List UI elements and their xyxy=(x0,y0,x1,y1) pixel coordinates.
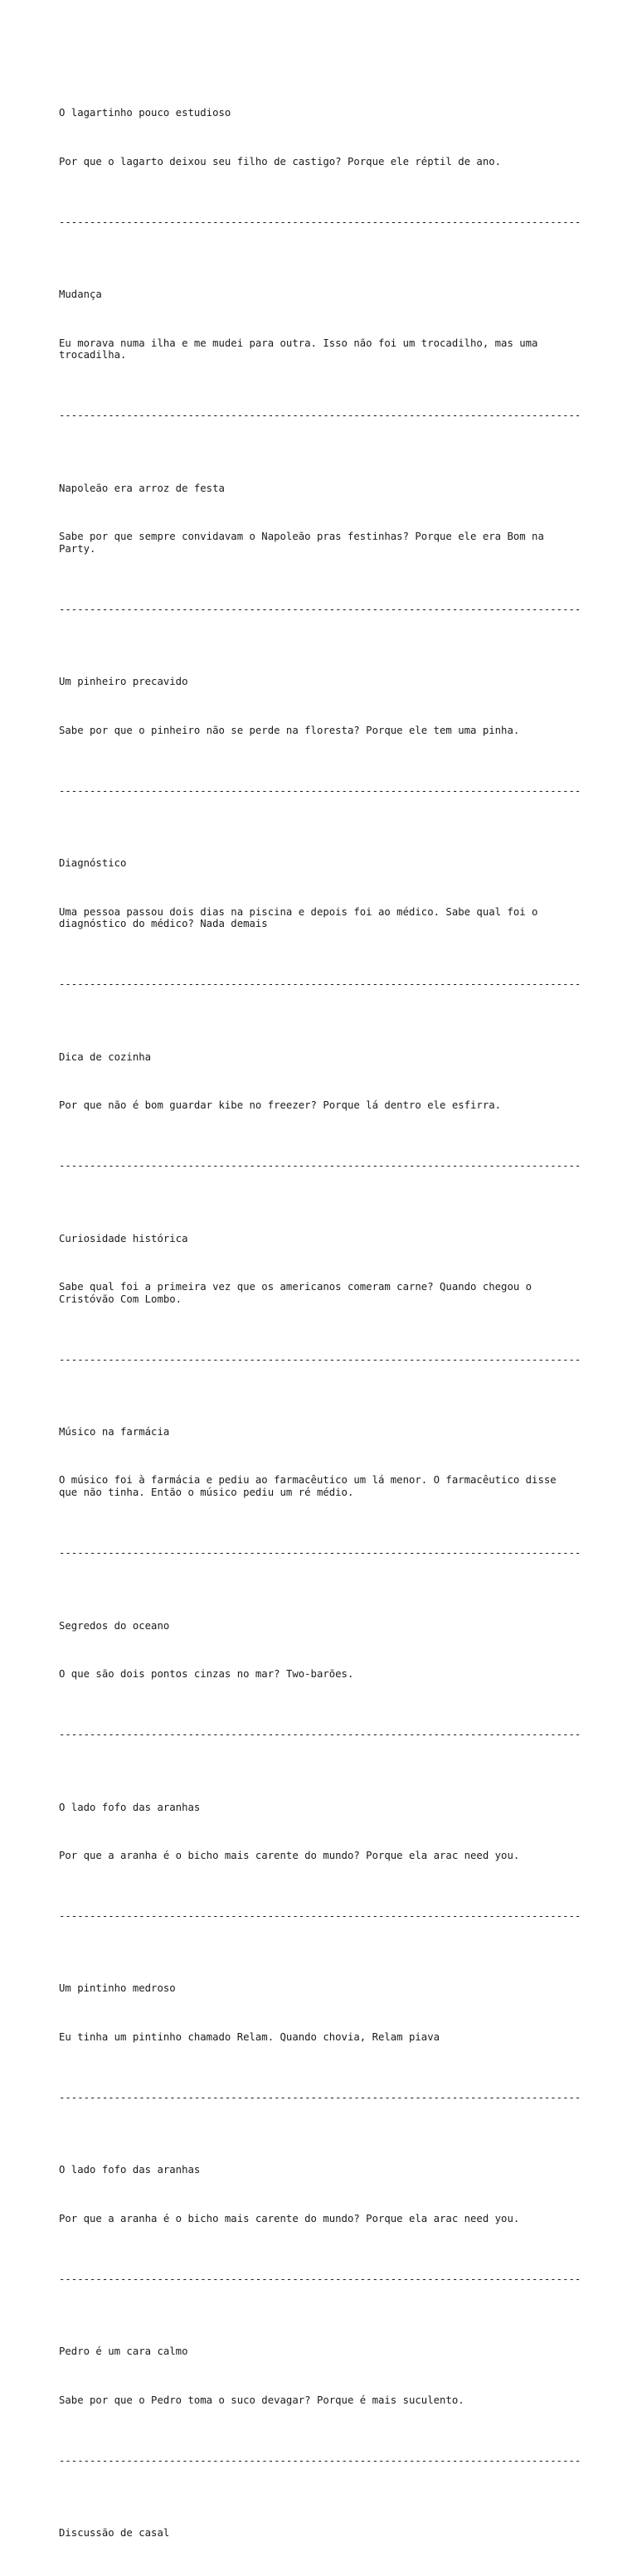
separator-line: ------------------------------------------------------------------------------------- xyxy=(59,2454,581,2467)
separator-line: ------------------------------------------------------------------------------------- xyxy=(59,410,581,422)
entry-title: Dica de cozinha xyxy=(59,1050,152,1063)
entry-title: Pedro é um cara calmo xyxy=(59,2346,188,2358)
entry-text: Por que a aranha é o bicho mais carente do mundo? Porque ela arac need you. xyxy=(59,1849,520,1861)
separator-line: ------------------------------------------------------------------------------------- xyxy=(59,1353,581,1366)
entry-text: Por que não é bom guardar kibe no freezer? Porque lá dentro ele esfirra. xyxy=(59,1099,502,1112)
entry-text: O que são dois pontos cinzas no mar? Two-barões. xyxy=(59,1667,354,1680)
entry xyxy=(59,458,581,580)
entry-title: O lagartinho pouco estudioso xyxy=(59,107,231,119)
entry xyxy=(59,652,581,760)
entry-text: Uma pessoa passou dois dias na piscina e depois foi ao médico. Sabe qual foi o diagnóstico do médico? Nada demais xyxy=(59,905,538,930)
entry-text: Sabe qual foi a primeira vez que os americanos comeram carne? Quando chegou o Cristóvão Com Lombo. xyxy=(59,1280,532,1305)
entry-text: Sabe por que sempre convidavam o Napoleão pras festinhas? Porque ele era Bom na Party. xyxy=(59,531,544,555)
separator-line: ------------------------------------------------------------------------------------- xyxy=(59,2091,581,2103)
entry-text: Por que a aranha é o bicho mais carente do mundo? Porque ela arac need you. xyxy=(59,2212,520,2224)
separator-line: ------------------------------------------------------------------------------------- xyxy=(59,2273,581,2285)
entry-title: Segredos do oceano xyxy=(59,1619,170,1632)
separator-line: ------------------------------------------------------------------------------------- xyxy=(59,216,581,228)
separator-line: ------------------------------------------------------------------------------------- xyxy=(59,784,581,797)
separator-line: ------------------------------------------------------------------------------------- xyxy=(59,1547,581,1560)
separator-line: ------------------------------------------------------------------------------------- xyxy=(59,1909,581,1922)
entry xyxy=(59,1208,581,1329)
separator-line: ------------------------------------------------------------------------------------- xyxy=(59,978,581,991)
entry-title: Um pinheiro precavido xyxy=(59,676,188,688)
entry-text: Eu tinha um pintinho chamado Relam. Quando chovia, Relam piava xyxy=(59,2030,440,2043)
entry xyxy=(59,1027,581,1136)
entry xyxy=(59,1958,581,2067)
entry-title: Mudança xyxy=(59,289,102,301)
entry-title: O lado fofo das aranhas xyxy=(59,2164,201,2176)
entry xyxy=(59,264,581,386)
entry xyxy=(59,2140,581,2249)
entry xyxy=(59,833,581,954)
entry-title: Músico na farmácia xyxy=(59,1426,170,1438)
separator-line: ------------------------------------------------------------------------------------- xyxy=(59,603,581,615)
entry-text: Eu morava numa ilha e me mudei para outra. Isso não foi um trocadilho, mas uma trocadilha. xyxy=(59,337,538,361)
entry-title: Discussão de casal xyxy=(59,2527,170,2540)
entry xyxy=(59,1777,581,1885)
separator-line: ------------------------------------------------------------------------------------- xyxy=(59,1728,581,1740)
entry-title: Curiosidade histórica xyxy=(59,1232,188,1244)
entry-text: Sabe por que o pinheiro não se perde na floresta? Porque ele tem uma pinha. xyxy=(59,724,520,736)
entry-title: Napoleão era arroz de festa xyxy=(59,482,225,494)
entry-text: Por que o lagarto deixou seu filho de castigo? Porque ele réptil de ano. xyxy=(59,155,502,167)
entry xyxy=(59,83,581,192)
entry-title: Diagnóstico xyxy=(59,857,127,870)
entry-text: Sabe por que o Pedro toma o suco devagar? Porque é mais suculento. xyxy=(59,2394,464,2406)
entry-text: O músico foi à farmácia e pediu ao farmacêutico um lá menor. O farmacêutico disse que não tinha. Então o músico pediu um ré médio. xyxy=(59,1474,557,1499)
entry-title: Um pintinho medroso xyxy=(59,1982,176,1995)
entry xyxy=(59,2503,581,2564)
entry-title: O lado fofo das aranhas xyxy=(59,1801,201,1813)
entry xyxy=(59,1595,581,1704)
entry xyxy=(59,1402,581,1523)
document-page xyxy=(59,59,581,2576)
entry xyxy=(59,2321,581,2430)
separator-line: ------------------------------------------------------------------------------------- xyxy=(59,1160,581,1172)
